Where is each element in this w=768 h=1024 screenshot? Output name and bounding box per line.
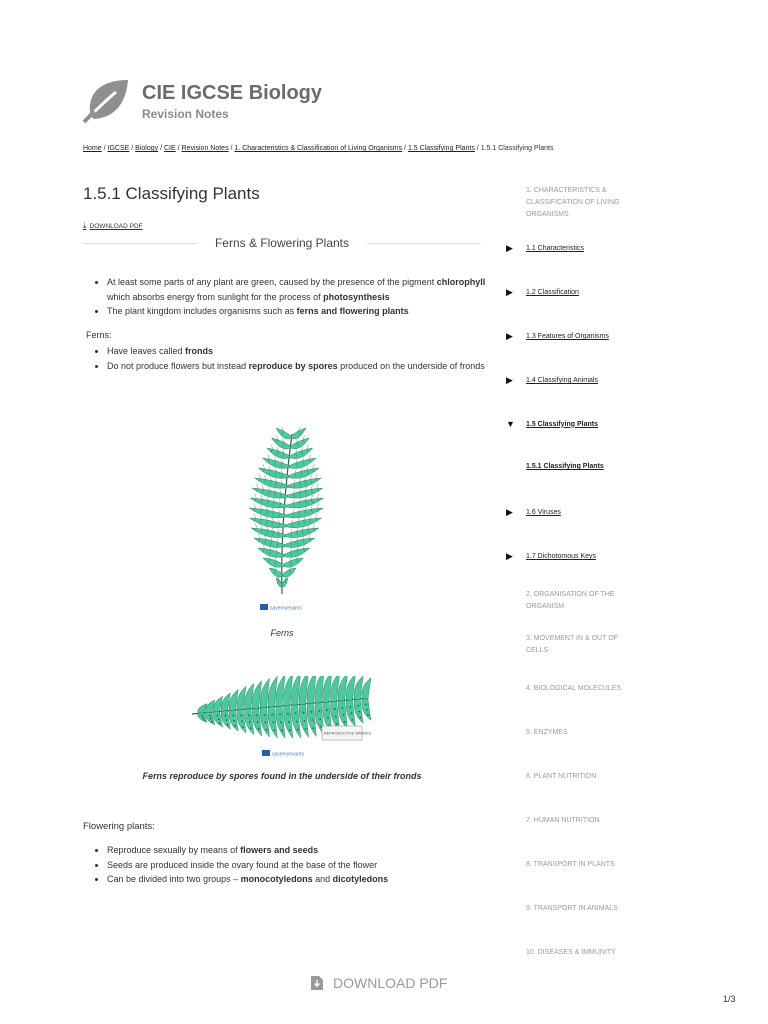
list-item: • The plant kingdom includes organisms such as ferns and flowering plants xyxy=(107,304,507,319)
sidebar-item-1-3[interactable]: ▶ 1.3 Features of Organisms xyxy=(506,331,609,341)
page-number: 1/3 xyxy=(723,994,736,1004)
download-pdf-link[interactable] xyxy=(83,221,143,231)
sidebar-chapter-7[interactable]: 7. HUMAN NUTRITION xyxy=(526,817,600,824)
divider xyxy=(367,243,481,244)
sidebar-chapter-2[interactable]: 2. ORGANISATION OF THE ORGANISM xyxy=(526,591,615,610)
sidebar-item-1-5-1[interactable]: 1.5.1 Classifying Plants xyxy=(526,463,604,470)
ferns-bullet-list xyxy=(83,344,507,373)
image-credit: savemyexams xyxy=(270,605,302,612)
chevron-right-icon: ▶ xyxy=(506,551,513,561)
breadcrumb-cie[interactable]: CIE xyxy=(163,145,176,152)
breadcrumb-separator: / xyxy=(101,145,108,152)
sidebar-item-1-1[interactable]: ▶ 1.1 Characteristics xyxy=(506,243,584,253)
sidebar-chapter-5[interactable]: 5. ENZYMES xyxy=(526,729,568,736)
site-logo[interactable] xyxy=(82,78,322,124)
savemyexams-logo-icon xyxy=(262,750,270,756)
chevron-down-icon: ▼ xyxy=(506,419,515,429)
file-download-icon xyxy=(311,976,323,990)
flowering-heading: Flowering plants: xyxy=(83,821,155,832)
breadcrumb-current: 1.5.1 Classifying Plants xyxy=(480,145,554,152)
breadcrumb-separator: / xyxy=(175,145,182,152)
leaf-logo-icon xyxy=(82,78,130,124)
image-credit: savemyexams xyxy=(272,751,304,758)
sidebar-chapter-9[interactable]: 9. TRANSPORT IN ANIMALS xyxy=(526,905,618,912)
download-pdf-label: DOWNLOAD PDF xyxy=(89,222,143,230)
breadcrumb-home[interactable]: Home xyxy=(83,145,102,152)
breadcrumb-separator: / xyxy=(228,145,235,152)
breadcrumb-separator: / xyxy=(158,145,164,152)
fern-frond-image xyxy=(222,424,340,620)
chevron-right-icon: ▶ xyxy=(506,331,513,341)
breadcrumb xyxy=(83,145,553,152)
page-title: 1.5.1 Classifying Plants xyxy=(83,184,260,203)
download-pdf-label: DOWNLOAD PDF xyxy=(333,975,448,991)
logo-title: CIE IGCSE Biology xyxy=(142,81,323,104)
breadcrumb-biology[interactable]: Biology xyxy=(135,145,159,152)
list-item: • Can be divided into two groups – monocotyledons and dicotyledons xyxy=(107,872,507,887)
chevron-right-icon: ▶ xyxy=(506,287,513,297)
section-heading xyxy=(83,236,481,250)
breadcrumb-topic[interactable]: 1.5 Classifying Plants xyxy=(407,145,475,152)
breadcrumb-chapter[interactable]: 1. Characteristics & Classification of Living Organisms xyxy=(234,145,403,152)
sidebar-item-1-7[interactable]: ▶ 1.7 Dichotomous Keys xyxy=(506,551,597,561)
breadcrumb-separator: / xyxy=(129,145,136,152)
sidebar-chapter-3[interactable]: 3. MOVEMENT IN & OUT OF CELLS xyxy=(526,635,618,654)
chevron-right-icon: ▶ xyxy=(506,375,513,385)
logo-subtitle: Revision Notes xyxy=(142,106,229,121)
sidebar-chapter-1[interactable]: 1. CHARACTERISTICS & CLASSIFICATION OF LIVING ORGANISMS xyxy=(526,187,620,218)
savemyexams-logo-icon xyxy=(260,604,268,610)
list-item: • At least some parts of any plant are green, caused by the presence of the pigment chlorophyll which absorbs energy from sunlight for the process of photosynthesis xyxy=(107,275,507,304)
breadcrumb-revision-notes[interactable]: Revision Notes xyxy=(181,145,229,152)
sidebar-chapter-6[interactable]: 6. PLANT NUTRITION xyxy=(526,773,597,780)
sidebar-chapter-10[interactable]: 10. DISEASES & IMMUNITY xyxy=(526,949,616,956)
chevron-right-icon: ▶ xyxy=(506,507,513,517)
sidebar-item-1-5[interactable]: ▼ 1.5 Classifying Plants xyxy=(506,419,598,429)
flowering-bullet-list xyxy=(83,843,507,887)
breadcrumb-igcse[interactable]: IGCSE xyxy=(107,145,130,152)
sidebar-item-1-2[interactable]: ▶ 1.2 Classification xyxy=(506,287,579,297)
breadcrumb-separator: / xyxy=(402,145,408,152)
intro-bullet-list xyxy=(83,275,507,319)
sidebar-chapter-8[interactable]: 8. TRANSPORT IN PLANTS xyxy=(526,861,615,868)
divider xyxy=(83,243,197,244)
list-item: • Do not produce flowers but instead reproduce by spores produced on the underside of fronds xyxy=(107,359,507,374)
chevron-right-icon: ▶ xyxy=(506,243,513,253)
download-icon: ⤓ xyxy=(83,221,87,230)
fern-spores-image xyxy=(186,676,374,760)
spores-label: REPRODUCTIVE SPORES xyxy=(324,731,372,736)
image-caption: Ferns reproduce by spores found in the underside of their fronds xyxy=(142,771,422,781)
breadcrumb-separator: / xyxy=(474,145,481,152)
sidebar-item-1-4[interactable]: ▶ 1.4 Classifying Animals xyxy=(506,375,598,385)
image-caption: Ferns xyxy=(270,628,294,638)
sidebar-chapter-4[interactable]: 4. BIOLOGICAL MOLECULES xyxy=(526,685,622,692)
download-pdf-button[interactable] xyxy=(311,975,447,991)
list-item: • Have leaves called fronds xyxy=(107,344,507,359)
list-item: • Seeds are produced inside the ovary found at the base of the flower xyxy=(107,858,507,873)
sidebar-item-1-6[interactable]: ▶ 1.6 Viruses xyxy=(506,507,561,517)
section-heading-text: Ferns & Flowering Plants xyxy=(214,236,350,250)
list-item: • Reproduce sexually by means of flowers and seeds xyxy=(107,843,507,858)
ferns-heading: Ferns: xyxy=(86,330,112,340)
